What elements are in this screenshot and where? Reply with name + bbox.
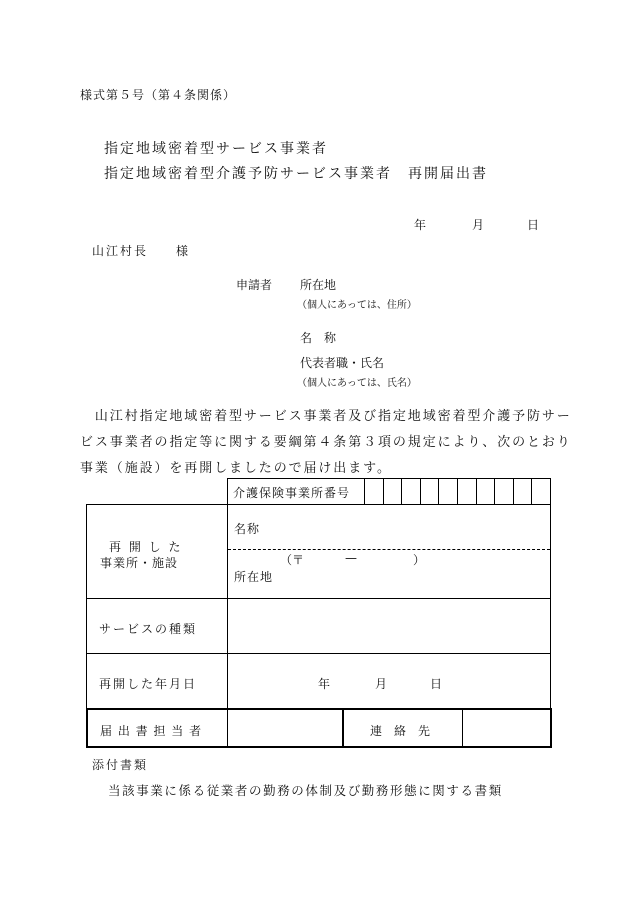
- postal-close: ）: [413, 553, 426, 567]
- addressee: 山江村長 様: [92, 244, 191, 258]
- date-day: 日: [527, 218, 540, 232]
- title-line-2: 指定地域密着型介護予防サービス事業者 再開届出書: [104, 166, 488, 182]
- insurance-no-label: 介護保険事業所番号: [233, 486, 351, 500]
- representative-note: （個人にあっては、氏名）: [297, 378, 417, 389]
- title-line-1: 指定地域密着型サービス事業者: [104, 141, 328, 157]
- postal-dash: —: [345, 551, 357, 565]
- body-line-1: 山江村指定地域密着型サービス事業者及び指定地域密着型介護予防サー: [80, 409, 572, 424]
- person-in-charge-label: 届 出 書 担 当 者: [100, 724, 203, 738]
- name-label: 名 称: [300, 331, 337, 345]
- reopened-label-2: 事業所・施設: [100, 556, 179, 570]
- address-note: （個人にあっては、住所）: [297, 300, 417, 311]
- reopened-label-1: 再 開 し た: [109, 540, 183, 554]
- form-number: 様式第５号（第４条関係）: [80, 88, 237, 102]
- reopen-date-day: 日: [430, 677, 443, 691]
- body-line-3: 事業（施設）を再開しましたので届け出ます。: [80, 461, 392, 476]
- service-type-label: サービスの種類: [99, 622, 198, 636]
- attachments-heading: 添付書類: [92, 758, 149, 772]
- attachment-item-1: 当該事業に係る従業者の勤務の体制及び勤務形態に関する書類: [108, 783, 503, 798]
- body-line-2: ビス事業者の指定等に関する要綱第４条第３項の規定により、次のとおり: [80, 435, 572, 450]
- representative-label: 代表者職・氏名: [300, 356, 385, 370]
- facility-name-label: 名称: [234, 522, 261, 536]
- reopen-date-year: 年: [318, 677, 331, 691]
- reopen-date-label: 再開した年月日: [99, 677, 198, 691]
- reopen-date-month: 月: [375, 677, 388, 691]
- contact-label: 連 絡 先: [370, 724, 431, 738]
- postal-open: （〒: [280, 553, 305, 567]
- address-label: 所在地: [300, 278, 337, 292]
- date-year: 年: [414, 218, 427, 232]
- facility-location-label: 所在地: [234, 570, 274, 584]
- applicant-label: 申請者: [236, 278, 273, 292]
- date-month: 月: [472, 218, 485, 232]
